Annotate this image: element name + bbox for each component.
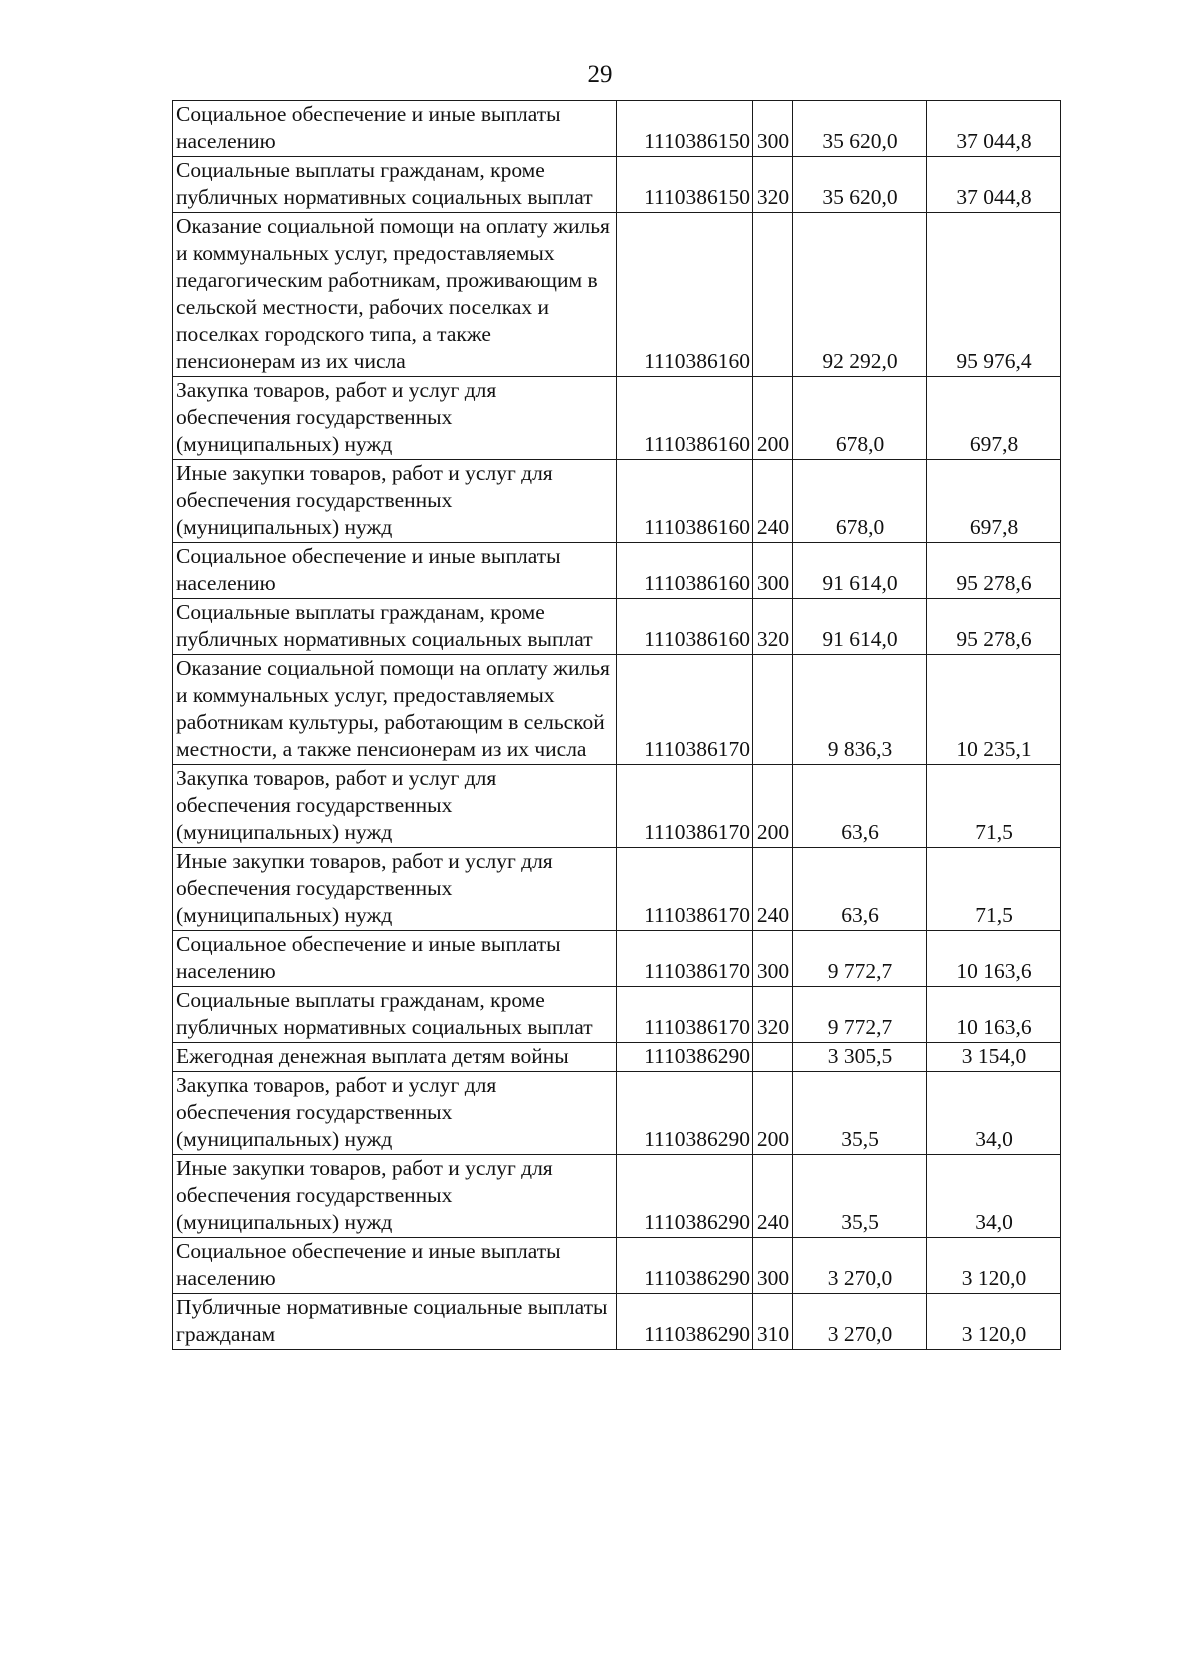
amount-year2-cell: 37 044,8 — [927, 101, 1061, 157]
expense-type-cell: 320 — [753, 599, 793, 655]
target-code-cell: 1110386290 — [617, 1072, 753, 1155]
expense-type-cell — [753, 655, 793, 765]
expense-type-cell: 300 — [753, 101, 793, 157]
row-name-cell: Социальное обеспечение и иные выплаты населению — [173, 931, 617, 987]
target-code-cell: 1110386290 — [617, 1238, 753, 1294]
row-name-cell: Закупка товаров, работ и услуг для обеспечения государственных (муниципальных) нужд — [173, 377, 617, 460]
amount-year1-cell: 9 772,7 — [793, 931, 927, 987]
expense-type-cell: 300 — [753, 1238, 793, 1294]
target-code-cell: 1110386170 — [617, 765, 753, 848]
target-code-cell: 1110386160 — [617, 599, 753, 655]
amount-year2-cell: 37 044,8 — [927, 157, 1061, 213]
budget-table — [172, 100, 1061, 1350]
expense-type-cell: 310 — [753, 1294, 793, 1350]
expense-type-cell: 240 — [753, 848, 793, 931]
amount-year1-cell: 91 614,0 — [793, 599, 927, 655]
table-row — [173, 543, 1061, 599]
row-name-cell: Социальное обеспечение и иные выплаты населению — [173, 101, 617, 157]
expense-type-cell: 300 — [753, 543, 793, 599]
row-name-cell: Публичные нормативные социальные выплаты гражданам — [173, 1294, 617, 1350]
expense-type-cell: 320 — [753, 987, 793, 1043]
amount-year1-cell: 35,5 — [793, 1155, 927, 1238]
expense-type-cell: 200 — [753, 1072, 793, 1155]
expense-type-cell: 240 — [753, 460, 793, 543]
amount-year1-cell: 63,6 — [793, 848, 927, 931]
amount-year1-cell: 678,0 — [793, 377, 927, 460]
table-row — [173, 655, 1061, 765]
target-code-cell: 1110386160 — [617, 543, 753, 599]
target-code-cell: 1110386170 — [617, 655, 753, 765]
row-name-cell: Социальные выплаты гражданам, кроме публичных нормативных социальных выплат — [173, 987, 617, 1043]
amount-year2-cell: 34,0 — [927, 1155, 1061, 1238]
target-code-cell: 1110386160 — [617, 213, 753, 377]
table-row — [173, 460, 1061, 543]
row-name-cell: Иные закупки товаров, работ и услуг для обеспечения государственных (муниципальных) нужд — [173, 460, 617, 543]
table-row — [173, 1072, 1061, 1155]
amount-year1-cell: 9 836,3 — [793, 655, 927, 765]
table-row — [173, 1043, 1061, 1072]
amount-year1-cell: 678,0 — [793, 460, 927, 543]
expense-type-cell: 320 — [753, 157, 793, 213]
amount-year1-cell: 9 772,7 — [793, 987, 927, 1043]
amount-year1-cell: 92 292,0 — [793, 213, 927, 377]
amount-year2-cell: 3 120,0 — [927, 1294, 1061, 1350]
expense-type-cell: 200 — [753, 377, 793, 460]
amount-year2-cell: 697,8 — [927, 460, 1061, 543]
amount-year2-cell: 10 163,6 — [927, 931, 1061, 987]
amount-year1-cell: 91 614,0 — [793, 543, 927, 599]
amount-year1-cell: 3 270,0 — [793, 1238, 927, 1294]
table-row — [173, 1155, 1061, 1238]
row-name-cell: Иные закупки товаров, работ и услуг для обеспечения государственных (муниципальных) нужд — [173, 848, 617, 931]
row-name-cell: Социальное обеспечение и иные выплаты населению — [173, 1238, 617, 1294]
target-code-cell: 1110386160 — [617, 460, 753, 543]
amount-year2-cell: 95 976,4 — [927, 213, 1061, 377]
amount-year1-cell: 3 270,0 — [793, 1294, 927, 1350]
row-name-cell: Оказание социальной помощи на оплату жилья и коммунальных услуг, предоставляемых педагогическим работникам, проживающим в сельской местности, рабочих поселках и поселках городского типа, а также пенсионерам из их числа — [173, 213, 617, 377]
row-name-cell: Социальное обеспечение и иные выплаты населению — [173, 543, 617, 599]
table-row — [173, 1294, 1061, 1350]
target-code-cell: 1110386170 — [617, 848, 753, 931]
row-name-cell: Закупка товаров, работ и услуг для обеспечения государственных (муниципальных) нужд — [173, 1072, 617, 1155]
amount-year2-cell: 71,5 — [927, 848, 1061, 931]
amount-year2-cell: 34,0 — [927, 1072, 1061, 1155]
row-name-cell: Ежегодная денежная выплата детям войны — [173, 1043, 617, 1072]
row-name-cell: Закупка товаров, работ и услуг для обеспечения государственных (муниципальных) нужд — [173, 765, 617, 848]
row-name-cell: Социальные выплаты гражданам, кроме публичных нормативных социальных выплат — [173, 157, 617, 213]
amount-year1-cell: 63,6 — [793, 765, 927, 848]
amount-year2-cell: 697,8 — [927, 377, 1061, 460]
row-name-cell: Иные закупки товаров, работ и услуг для обеспечения государственных (муниципальных) нужд — [173, 1155, 617, 1238]
table-row — [173, 848, 1061, 931]
amount-year2-cell: 3 154,0 — [927, 1043, 1061, 1072]
table-row — [173, 101, 1061, 157]
row-name-cell: Оказание социальной помощи на оплату жилья и коммунальных услуг, предоставляемых работникам культуры, работающим в сельской местности, а также пенсионерам из их числа — [173, 655, 617, 765]
table-row — [173, 931, 1061, 987]
amount-year2-cell: 3 120,0 — [927, 1238, 1061, 1294]
amount-year1-cell: 35 620,0 — [793, 101, 927, 157]
target-code-cell: 1110386150 — [617, 101, 753, 157]
table-row — [173, 765, 1061, 848]
target-code-cell: 1110386160 — [617, 377, 753, 460]
expense-type-cell: 300 — [753, 931, 793, 987]
page-number: 29 — [587, 61, 613, 88]
amount-year1-cell: 35,5 — [793, 1072, 927, 1155]
target-code-cell: 1110386290 — [617, 1043, 753, 1072]
amount-year2-cell: 71,5 — [927, 765, 1061, 848]
target-code-cell: 1110386150 — [617, 157, 753, 213]
table-row — [173, 377, 1061, 460]
target-code-cell: 1110386290 — [617, 1155, 753, 1238]
expense-type-cell — [753, 1043, 793, 1072]
table-row — [173, 213, 1061, 377]
amount-year2-cell: 95 278,6 — [927, 599, 1061, 655]
target-code-cell: 1110386170 — [617, 931, 753, 987]
amount-year2-cell: 95 278,6 — [927, 543, 1061, 599]
row-name-cell: Социальные выплаты гражданам, кроме публичных нормативных социальных выплат — [173, 599, 617, 655]
target-code-cell: 1110386290 — [617, 1294, 753, 1350]
table-row — [173, 157, 1061, 213]
expense-type-cell: 200 — [753, 765, 793, 848]
expense-type-cell: 240 — [753, 1155, 793, 1238]
expense-type-cell — [753, 213, 793, 377]
table-row — [173, 1238, 1061, 1294]
table-row — [173, 987, 1061, 1043]
budget-table-body — [173, 101, 1061, 1350]
amount-year2-cell: 10 163,6 — [927, 987, 1061, 1043]
amount-year1-cell: 3 305,5 — [793, 1043, 927, 1072]
table-row — [173, 599, 1061, 655]
target-code-cell: 1110386170 — [617, 987, 753, 1043]
amount-year1-cell: 35 620,0 — [793, 157, 927, 213]
amount-year2-cell: 10 235,1 — [927, 655, 1061, 765]
